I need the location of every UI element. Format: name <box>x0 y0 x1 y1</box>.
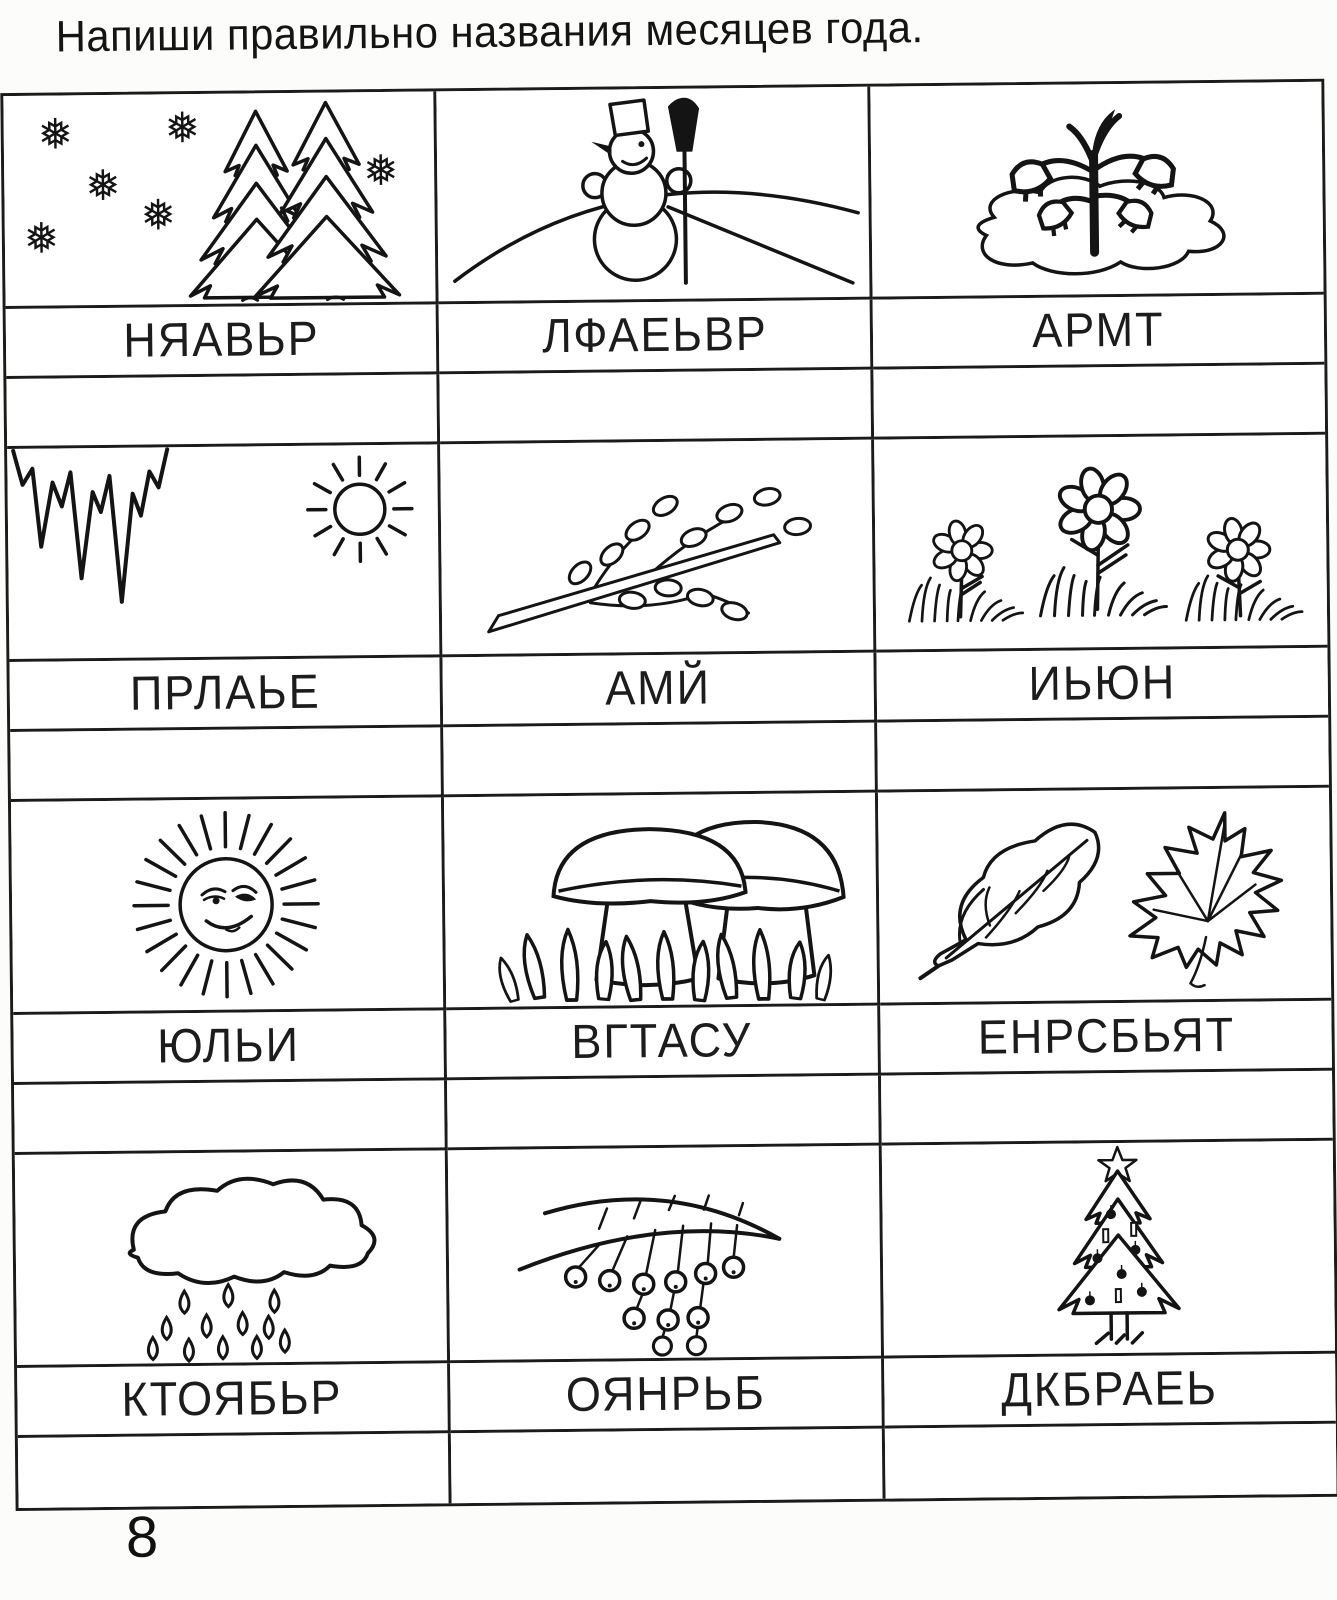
answer-line <box>18 1433 452 1508</box>
mushrooms-icon <box>444 793 877 1008</box>
answer-line <box>447 1076 882 1151</box>
svg-text:❅: ❅ <box>23 213 60 263</box>
scrambled-word-cell <box>884 1354 1336 1429</box>
scrambled-word-cell <box>6 304 440 379</box>
scrambled-word-cell <box>446 1006 881 1081</box>
months-table <box>0 79 1337 1511</box>
scrambled-word: ПРЛАЬЕ <box>129 665 321 721</box>
scrambled-word: АМЙ <box>605 661 712 716</box>
rowan-berries-icon <box>448 1146 881 1361</box>
answer-line <box>451 1429 886 1504</box>
illustration-cell-september <box>878 788 1331 1006</box>
meadow-flowers-icon <box>874 435 1327 650</box>
scrambled-word: ЕНРСБЬЯТ <box>977 1008 1235 1065</box>
scrambled-word: НЯАВЬР <box>122 312 320 368</box>
scrambled-word-cell <box>880 1001 1332 1076</box>
autumn-leaves-icon <box>878 788 1331 1003</box>
scrambled-word: ЮЛЬИ <box>156 1018 301 1074</box>
illustration-cell-july <box>11 797 446 1015</box>
svg-text:❅: ❅ <box>140 190 177 240</box>
answer-line <box>885 1424 1337 1499</box>
illustration-cell-october <box>15 1150 450 1368</box>
answer-line <box>873 365 1325 440</box>
page-title: Напиши правильно названия месяцев года. <box>55 3 924 62</box>
scrambled-word: ЛФАЕЬВР <box>541 307 768 364</box>
scrambled-word-cell <box>450 1359 885 1434</box>
svg-text:❅: ❅ <box>85 160 121 211</box>
scrambled-word: КТОЯБЬР <box>121 1371 344 1427</box>
snowdrop-flowers-icon <box>870 82 1323 297</box>
scrambled-word-cell <box>17 1363 451 1438</box>
scrambled-word: ДКБРАЕЬ <box>1001 1361 1219 1418</box>
scrambled-word-cell <box>9 657 443 732</box>
illustration-cell-may <box>440 440 876 658</box>
illustration-cell-june <box>874 435 1327 653</box>
illustration-cell-december <box>882 1141 1335 1359</box>
answer-line <box>881 1071 1333 1146</box>
rain-cloud-icon <box>15 1150 447 1365</box>
page-number: 8 <box>125 1504 159 1570</box>
illustration-cell-april <box>7 444 442 662</box>
scrambled-word-cell <box>442 653 877 728</box>
answer-line <box>6 374 440 449</box>
scrambled-word: ИЬЮН <box>1028 656 1177 712</box>
snowman-icon <box>436 87 869 302</box>
scrambled-word-cell <box>873 295 1325 370</box>
answer-line <box>14 1080 448 1155</box>
snowflakes-fir-trees-icon <box>3 91 435 306</box>
svg-text:❅: ❅ <box>164 102 201 153</box>
scrambled-word: ВГТАСУ <box>571 1014 753 1069</box>
scrambled-word: ОЯНРЬБ <box>565 1366 767 1423</box>
answer-line <box>877 718 1329 793</box>
answer-line <box>10 727 444 802</box>
scrambled-word: АРМТ <box>1031 303 1165 358</box>
illustration-cell-november <box>448 1146 884 1364</box>
scrambled-word-cell <box>439 300 874 375</box>
scrambled-word-cell <box>13 1010 447 1085</box>
scrambled-word-cell <box>876 648 1328 723</box>
svg-text:❅: ❅ <box>37 109 74 159</box>
svg-text:❅: ❅ <box>362 145 399 196</box>
willow-branch-icon <box>440 440 873 655</box>
answer-line <box>439 370 874 445</box>
illustration-cell-march <box>870 82 1323 300</box>
answer-line <box>443 723 878 798</box>
icicles-sun-icon <box>7 444 439 659</box>
illustration-cell-january <box>3 91 438 309</box>
smiling-sun-icon <box>11 797 443 1012</box>
illustration-cell-august <box>444 793 880 1011</box>
christmas-tree-icon <box>882 1141 1335 1356</box>
illustration-cell-february <box>436 87 872 305</box>
